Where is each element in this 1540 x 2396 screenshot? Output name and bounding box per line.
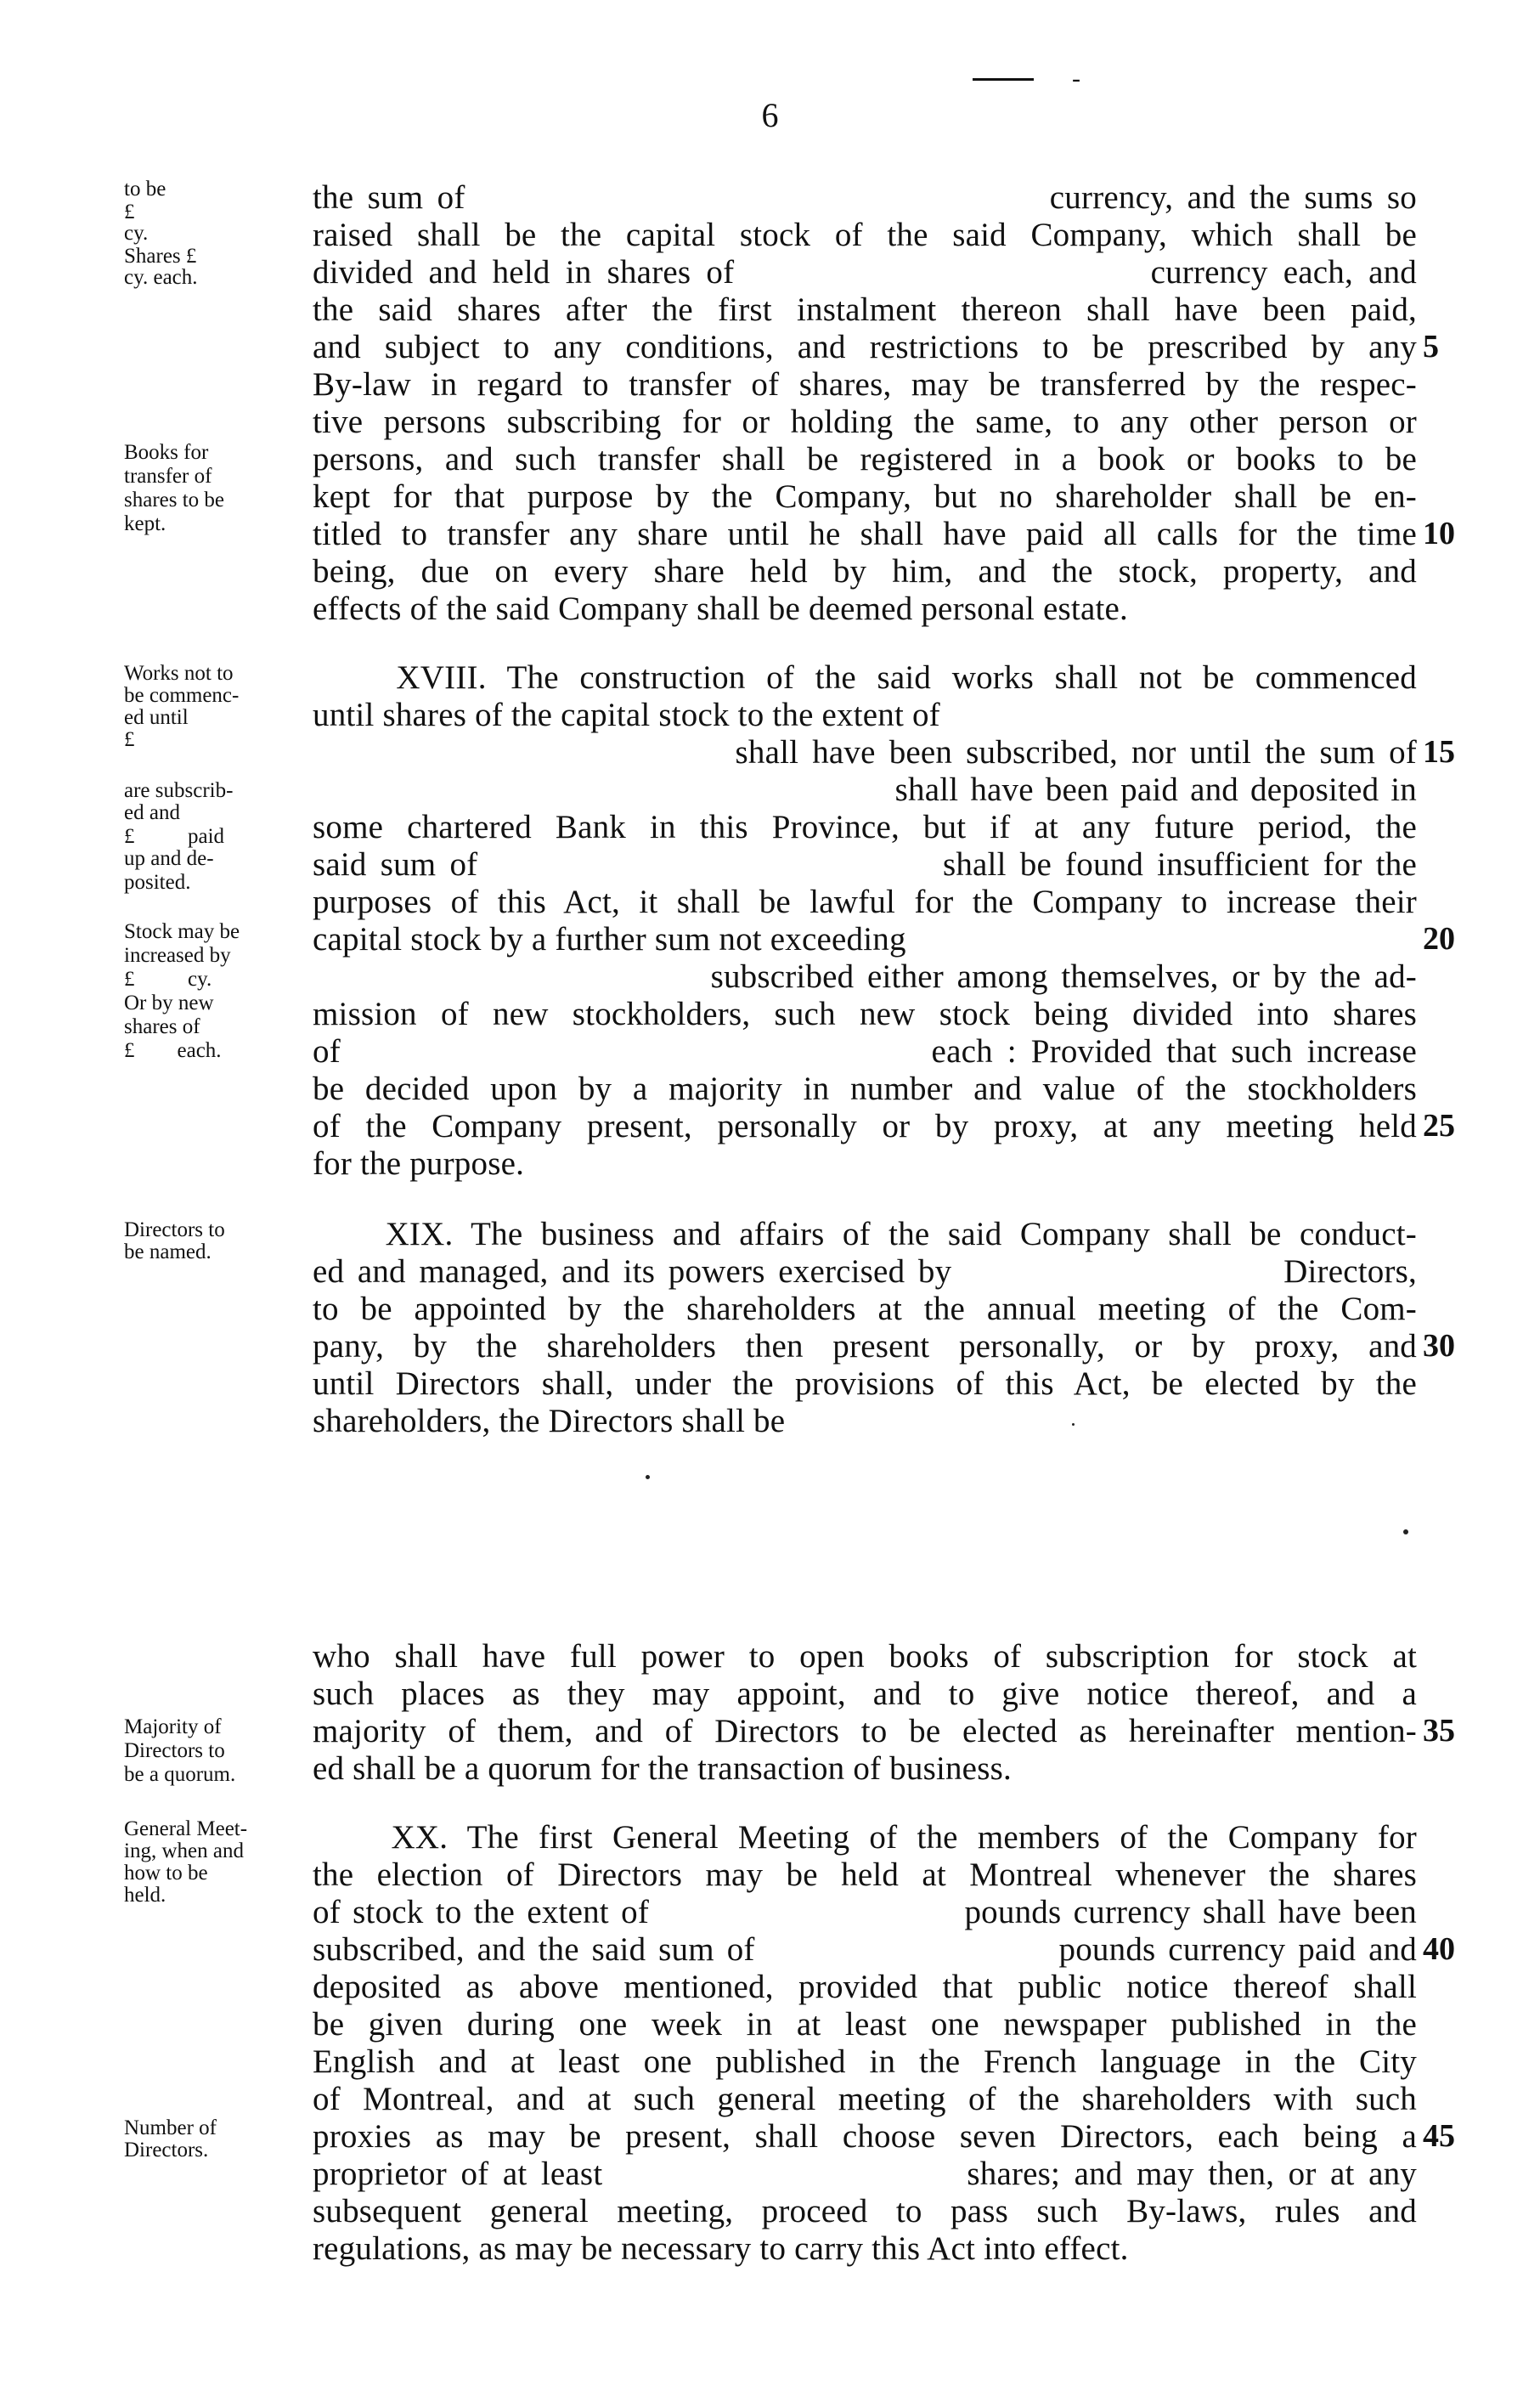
side-note-line: kept. [124, 512, 166, 535]
side-note-line: how to be [124, 1862, 208, 1885]
body-line: tive persons subscribing for or holding the same, to any other person or [313, 404, 1417, 440]
body-line: to be appointed by the shareholders at the annual meeting of the Com- [313, 1291, 1417, 1327]
body-line: be decided upon by a majority in number and value of the stockholders [313, 1071, 1417, 1107]
body-line: the election of Directors may be held at Montreal whenever the shares [313, 1856, 1417, 1893]
body-line: said sum of shall be found insufficient for the [313, 846, 1417, 883]
body-line: regulations, as may be necessary to carry this Act into effect. [313, 2230, 1129, 2267]
side-note-line: Directors to [124, 1218, 225, 1241]
body-line: titled to transfer any share until he shall have paid all calls for the time [313, 516, 1417, 552]
body-line: effects of the said Company shall be deemed personal estate. [313, 591, 1128, 627]
body-line: being, due on every share held by him, and the stock, property, and [313, 553, 1417, 590]
side-note-line: General Meet- [124, 1817, 248, 1840]
side-note-line: Directors to [124, 1739, 225, 1762]
body-line: of stock to the extent of pounds currency shall have been [313, 1894, 1417, 1930]
side-note-line: Shares £ [124, 245, 197, 268]
side-note-line: posited. [124, 871, 191, 894]
body-line: and subject to any conditions, and restrictions to be prescribed by any [313, 329, 1417, 365]
body-line: proprietor of at least shares; and may then, or at any [313, 2156, 1417, 2192]
line-number: 10 [1423, 516, 1455, 551]
side-note-line: to be [124, 178, 166, 201]
side-note-line: Majority of [124, 1715, 222, 1738]
side-note-line: £ cy. [124, 968, 212, 991]
body-line: the said shares after the first instalment thereon shall have been paid, [313, 291, 1417, 328]
body-line: raised shall be the capital stock of the said Company, which shall be [313, 217, 1417, 253]
side-note-line: Stock may be [124, 920, 240, 943]
body-line: subscribed either among themselves, or by the ad- [313, 958, 1417, 995]
body-line: such places as they may appoint, and to give notice thereof, and a [313, 1676, 1417, 1712]
body-line: of the Company present, personally or by proxy, at any meeting held [313, 1108, 1417, 1144]
body-line: shall have been subscribed, nor until the sum of [313, 734, 1417, 771]
page-number: 6 [761, 96, 779, 134]
line-number: 25 [1423, 1108, 1455, 1144]
body-line: divided and held in shares of currency each, and [313, 254, 1417, 291]
side-note-line: ed and [124, 801, 180, 824]
body-line: purposes of this Act, it shall be lawful for the Company to increase their [313, 884, 1417, 920]
body-line: subscribed, and the said sum of pounds currency paid and [313, 1931, 1417, 1968]
side-note-line: £ paid [124, 825, 225, 848]
top-rule [973, 78, 1034, 81]
body-line: ed shall be a quorum for the transaction of business. [313, 1750, 1012, 1787]
line-number: 45 [1423, 2118, 1455, 2154]
body-line: deposited as above mentioned, provided that public notice thereof shall [313, 1969, 1417, 2005]
top-mark: - [1072, 65, 1080, 93]
side-note-line: shares to be [124, 489, 225, 511]
body-line: kept for that purpose by the Company, but no shareholder shall be en- [313, 478, 1417, 515]
body-line: ed and managed, and its powers exercised by Directors, [313, 1253, 1417, 1290]
line-number: 20 [1423, 921, 1455, 957]
body-line: By-law in regard to transfer of shares, may be transferred by the respec- [313, 366, 1417, 403]
body-line: capital stock by a further sum not exceeding [313, 921, 906, 958]
body-line: XVIII. The construction of the said works shall not be commenced [313, 659, 1417, 696]
side-note-line: Books for [124, 441, 209, 464]
side-note-line: shares of [124, 1015, 200, 1038]
body-line: until shares of the capital stock to the extent of [313, 697, 940, 733]
ink-speck [1072, 1423, 1075, 1426]
ink-speck [646, 1475, 650, 1479]
side-note-line: transfer of [124, 465, 212, 488]
side-note-line: cy. [124, 222, 149, 245]
side-note-line: £ each. [124, 1039, 222, 1062]
side-note-line: £ [124, 728, 135, 751]
side-note-line: be commenc- [124, 684, 240, 707]
body-line: until Directors shall, under the provisions of this Act, be elected by the [313, 1365, 1417, 1402]
side-note-line: Works not to [124, 662, 234, 685]
side-note-line: cy. each. [124, 266, 198, 289]
body-line: subsequent general meeting, proceed to pass such By-laws, rules and [313, 2193, 1417, 2229]
side-note-line: ed until [124, 706, 189, 729]
body-line: English and at least one published in the French language in the City [313, 2043, 1417, 2080]
line-number: 40 [1423, 1931, 1455, 1967]
body-line: for the purpose. [313, 1145, 525, 1182]
body-line: of Montreal, and at such general meeting of the shareholders with such [313, 2081, 1417, 2117]
side-note-line: be named. [124, 1240, 212, 1263]
body-line: shall have been paid and deposited in [313, 771, 1417, 808]
ink-speck [1403, 1529, 1408, 1534]
body-line: majority of them, and of Directors to be elected as hereinafter mention- [313, 1713, 1417, 1749]
side-note-line: held. [124, 1884, 166, 1907]
body-line: who shall have full power to open books of subscription for stock at [313, 1638, 1417, 1675]
body-line: XX. The first General Meeting of the members of the Company for [313, 1819, 1417, 1856]
line-number: 35 [1423, 1713, 1455, 1749]
side-note-line: ing, when and [124, 1839, 244, 1862]
body-line: of each : Provided that such increase [313, 1033, 1417, 1070]
body-line: pany, by the shareholders then present personally, or by proxy, and [313, 1328, 1417, 1365]
body-line: XIX. The business and affairs of the said Company shall be conduct- [313, 1216, 1417, 1252]
body-line: persons, and such transfer shall be registered in a book or books to be [313, 441, 1417, 478]
line-number: 30 [1423, 1328, 1455, 1364]
side-note-line: be a quorum. [124, 1763, 236, 1786]
body-line: some chartered Bank in this Province, but if at any future period, the [313, 809, 1417, 845]
body-line: the sum of currency, and the sums so [313, 179, 1417, 216]
side-note-line: Directors. [124, 2139, 209, 2161]
body-line: mission of new stockholders, such new stock being divided into shares [313, 996, 1417, 1032]
body-line: shareholders, the Directors shall be [313, 1403, 786, 1439]
side-note-line: up and de- [124, 847, 214, 870]
line-number: 15 [1423, 734, 1455, 770]
side-note-line: are subscrib- [124, 779, 234, 802]
line-number: 5 [1423, 329, 1439, 364]
side-note-line: £ [124, 201, 135, 223]
side-note-line: Or by new [124, 992, 214, 1014]
side-note-line: Number of [124, 2116, 217, 2139]
body-line: be given during one week in at least one newspaper published in the [313, 2006, 1417, 2043]
side-note-line: increased by [124, 944, 231, 967]
body-line: proxies as may be present, shall choose seven Directors, each being a [313, 2118, 1417, 2155]
